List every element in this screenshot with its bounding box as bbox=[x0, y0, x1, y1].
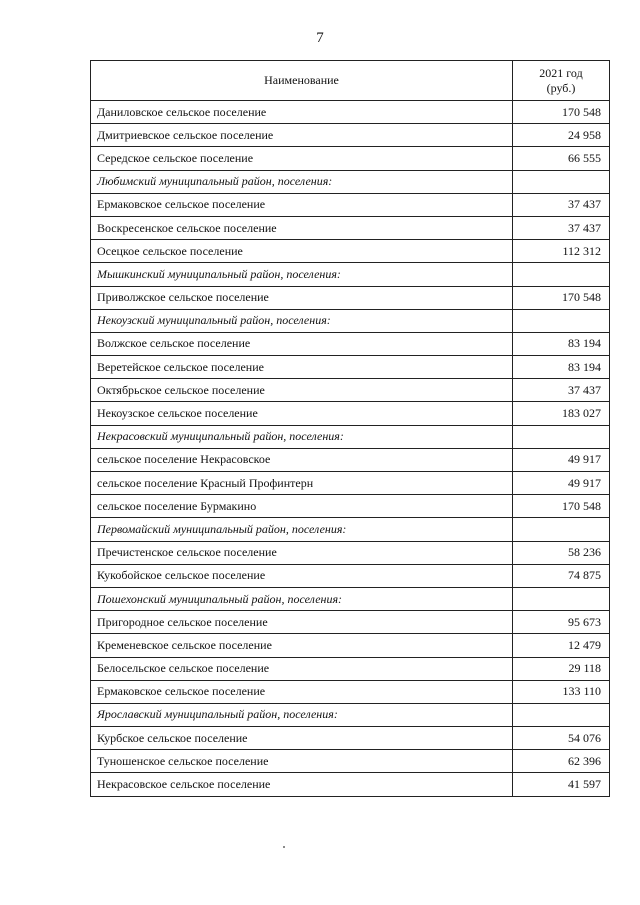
settlement-name: Кременевское сельское поселение bbox=[91, 634, 513, 657]
header-unit-label: (руб.) bbox=[546, 80, 576, 95]
settlement-name: сельское поселение Некрасовское bbox=[91, 448, 513, 471]
district-heading-row bbox=[91, 587, 610, 610]
district-heading-row bbox=[91, 518, 610, 541]
district-heading-row bbox=[91, 309, 610, 332]
table-row bbox=[91, 124, 610, 147]
table-row bbox=[91, 216, 610, 239]
table-row bbox=[91, 773, 610, 796]
amount-cell: 83 194 bbox=[513, 356, 610, 379]
amount-cell: 62 396 bbox=[513, 750, 610, 773]
settlement-name: Ермаковское сельское поселение bbox=[91, 193, 513, 216]
settlement-name: Некрасовское сельское поселение bbox=[91, 773, 513, 796]
amount-cell: 29 118 bbox=[513, 657, 610, 680]
page-number: 7 bbox=[316, 30, 324, 46]
settlement-name: Октябрьское сельское поселение bbox=[91, 379, 513, 402]
table-row bbox=[91, 101, 610, 124]
amount-cell: 183 027 bbox=[513, 402, 610, 425]
amount-cell: 54 076 bbox=[513, 727, 610, 750]
settlement-name: Даниловское сельское поселение bbox=[91, 101, 513, 124]
table-row bbox=[91, 541, 610, 564]
settlement-name: Осецкое сельское поселение bbox=[91, 240, 513, 263]
district-heading-row bbox=[91, 425, 610, 448]
amount-cell: 170 548 bbox=[513, 101, 610, 124]
amount-cell: 49 917 bbox=[513, 472, 610, 495]
table-row bbox=[91, 448, 610, 471]
district-heading-row bbox=[91, 263, 610, 286]
district-name: Пошехонский муниципальный район, поселения: bbox=[91, 587, 513, 610]
table-row bbox=[91, 657, 610, 680]
amount-cell bbox=[513, 587, 610, 610]
district-name: Мышкинский муниципальный район, поселения: bbox=[91, 263, 513, 286]
amount-cell bbox=[513, 309, 610, 332]
settlement-name: Пригородное сельское поселение bbox=[91, 611, 513, 634]
amount-cell: 170 548 bbox=[513, 495, 610, 518]
amount-cell: 49 917 bbox=[513, 448, 610, 471]
amount-cell: 12 479 bbox=[513, 634, 610, 657]
budget-table bbox=[90, 60, 610, 797]
table-row bbox=[91, 611, 610, 634]
amount-cell: 74 875 bbox=[513, 564, 610, 587]
amount-cell bbox=[513, 703, 610, 726]
amount-cell: 170 548 bbox=[513, 286, 610, 309]
amount-cell: 112 312 bbox=[513, 240, 610, 263]
table-row bbox=[91, 495, 610, 518]
header-year-label: 2021 год bbox=[539, 65, 583, 80]
settlement-name: Волжское сельское поселение bbox=[91, 332, 513, 355]
table-row bbox=[91, 147, 610, 170]
amount-cell bbox=[513, 518, 610, 541]
stray-mark bbox=[283, 846, 285, 848]
amount-cell bbox=[513, 425, 610, 448]
settlement-name: Белосельское сельское поселение bbox=[91, 657, 513, 680]
table-row bbox=[91, 634, 610, 657]
table-body bbox=[91, 101, 610, 797]
settlement-name: Туношенское сельское поселение bbox=[91, 750, 513, 773]
table-header-row bbox=[91, 61, 610, 101]
settlement-name: Пречистенское сельское поселение bbox=[91, 541, 513, 564]
settlement-name: Кукобойское сельское поселение bbox=[91, 564, 513, 587]
settlement-name: Дмитриевское сельское поселение bbox=[91, 124, 513, 147]
district-heading-row bbox=[91, 703, 610, 726]
amount-cell: 41 597 bbox=[513, 773, 610, 796]
amount-cell: 95 673 bbox=[513, 611, 610, 634]
table-row bbox=[91, 286, 610, 309]
settlement-name: Приволжское сельское поселение bbox=[91, 286, 513, 309]
amount-cell: 133 110 bbox=[513, 680, 610, 703]
amount-cell: 58 236 bbox=[513, 541, 610, 564]
header-year-column bbox=[513, 61, 610, 101]
table-row bbox=[91, 193, 610, 216]
table-row bbox=[91, 564, 610, 587]
settlement-name: Курбское сельское поселение bbox=[91, 727, 513, 750]
amount-cell: 66 555 bbox=[513, 147, 610, 170]
district-name: Некрасовский муниципальный район, поселения: bbox=[91, 425, 513, 448]
settlement-name: Некоузское сельское поселение bbox=[91, 402, 513, 425]
district-name: Ярославский муниципальный район, поселения: bbox=[91, 703, 513, 726]
table-row bbox=[91, 680, 610, 703]
table-row bbox=[91, 379, 610, 402]
settlement-name: Воскресенское сельское поселение bbox=[91, 216, 513, 239]
settlement-name: сельское поселение Бурмакино bbox=[91, 495, 513, 518]
amount-cell: 37 437 bbox=[513, 193, 610, 216]
table-row bbox=[91, 240, 610, 263]
amount-cell: 37 437 bbox=[513, 216, 610, 239]
amount-cell: 83 194 bbox=[513, 332, 610, 355]
district-name: Любимский муниципальный район, поселения: bbox=[91, 170, 513, 193]
table-row bbox=[91, 727, 610, 750]
settlement-name: сельское поселение Красный Профинтерн bbox=[91, 472, 513, 495]
district-heading-row bbox=[91, 170, 610, 193]
district-name: Некоузский муниципальный район, поселения: bbox=[91, 309, 513, 332]
settlement-name: Середское сельское поселение bbox=[91, 147, 513, 170]
amount-cell: 37 437 bbox=[513, 379, 610, 402]
table-row bbox=[91, 356, 610, 379]
header-name-column: Наименование bbox=[91, 61, 513, 101]
table-row bbox=[91, 472, 610, 495]
table-row bbox=[91, 402, 610, 425]
amount-cell bbox=[513, 263, 610, 286]
settlement-name: Веретейское сельское поселение bbox=[91, 356, 513, 379]
table-row bbox=[91, 332, 610, 355]
amount-cell bbox=[513, 170, 610, 193]
settlement-name: Ермаковское сельское поселение bbox=[91, 680, 513, 703]
district-name: Первомайский муниципальный район, поселения: bbox=[91, 518, 513, 541]
amount-cell: 24 958 bbox=[513, 124, 610, 147]
table-row bbox=[91, 750, 610, 773]
